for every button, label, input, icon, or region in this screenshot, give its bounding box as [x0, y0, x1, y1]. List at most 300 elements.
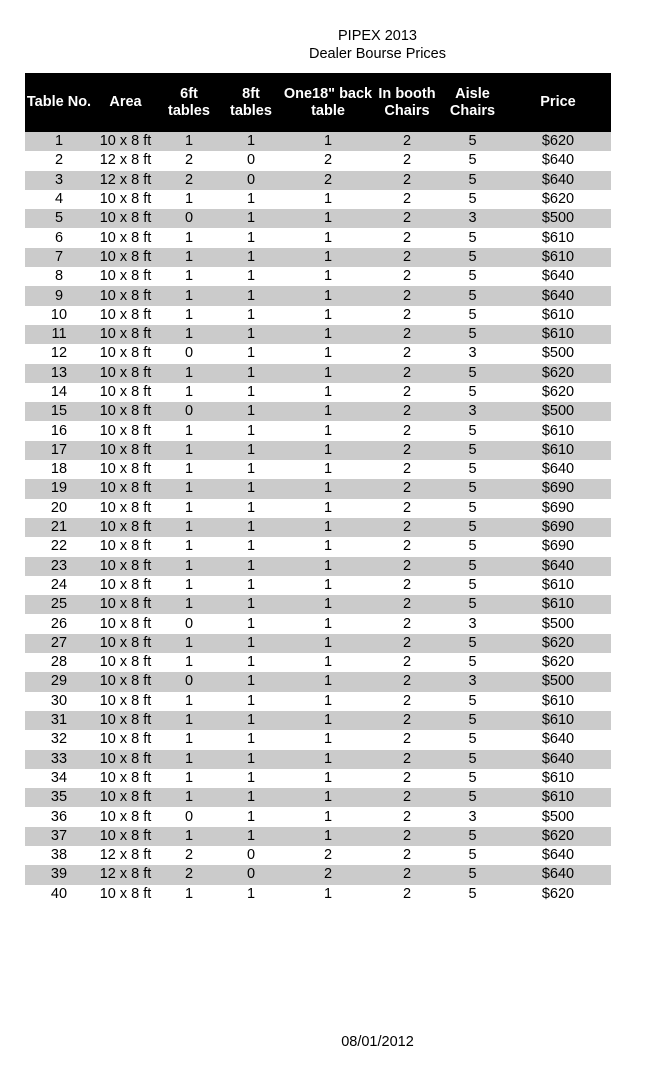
- cell-table-no: 10: [50, 306, 68, 323]
- cell-back-table: 1: [323, 191, 333, 208]
- cell-8ft-tables: 1: [246, 750, 256, 767]
- cell-table-no: 8: [54, 268, 64, 285]
- cell-booth-chairs: 2: [402, 422, 412, 439]
- document-subtitle: Dealer Bourse Prices: [309, 46, 446, 62]
- cell-6ft-tables: 1: [184, 750, 194, 767]
- cell-8ft-tables: 1: [246, 403, 256, 420]
- table-row: [25, 711, 611, 730]
- cell-6ft-tables: 1: [184, 191, 194, 208]
- cell-table-no: 34: [50, 769, 68, 786]
- cell-aisle-chairs: 5: [468, 712, 477, 729]
- cell-booth-chairs: 2: [402, 480, 412, 497]
- cell-price: $610: [541, 229, 575, 246]
- cell-6ft-tables: 1: [184, 789, 194, 806]
- cell-6ft-tables: 1: [184, 596, 194, 613]
- table-row: [25, 132, 611, 151]
- cell-price: $620: [541, 827, 575, 844]
- cell-price: $610: [541, 596, 575, 613]
- cell-8ft-tables: 0: [246, 866, 256, 883]
- cell-price: $620: [541, 364, 575, 381]
- cell-back-table: 1: [323, 654, 333, 671]
- cell-8ft-tables: 1: [246, 789, 256, 806]
- cell-6ft-tables: 1: [184, 248, 194, 265]
- cell-8ft-tables: 1: [246, 634, 256, 651]
- cell-back-table: 1: [323, 538, 333, 555]
- cell-booth-chairs: 2: [402, 229, 412, 246]
- cell-back-table: 1: [323, 480, 333, 497]
- cell-booth-chairs: 2: [402, 712, 412, 729]
- cell-table-no: 5: [54, 210, 64, 227]
- cell-booth-chairs: 2: [402, 808, 412, 825]
- cell-8ft-tables: 1: [246, 885, 256, 902]
- cell-8ft-tables: 1: [246, 654, 256, 671]
- cell-8ft-tables: 1: [246, 191, 256, 208]
- cell-aisle-chairs: 5: [468, 480, 477, 497]
- cell-area: 10 x 8 ft: [99, 403, 152, 420]
- cell-6ft-tables: 1: [184, 538, 194, 555]
- cell-aisle-chairs: 3: [468, 673, 477, 690]
- cell-booth-chairs: 2: [402, 210, 412, 227]
- cell-8ft-tables: 1: [246, 538, 256, 555]
- cell-8ft-tables: 1: [246, 345, 256, 362]
- table-body: [25, 132, 611, 904]
- cell-area: 10 x 8 ft: [99, 441, 152, 458]
- table-row: [25, 267, 611, 286]
- cell-6ft-tables: 1: [184, 480, 194, 497]
- cell-6ft-tables: 1: [184, 692, 194, 709]
- cell-booth-chairs: 2: [402, 731, 412, 748]
- cell-table-no: 25: [50, 596, 68, 613]
- cell-table-no: 35: [50, 789, 68, 806]
- cell-table-no: 13: [50, 364, 68, 381]
- cell-6ft-tables: 1: [184, 634, 194, 651]
- cell-8ft-tables: 1: [246, 268, 256, 285]
- cell-price: $610: [541, 692, 575, 709]
- cell-back-table: 1: [323, 885, 333, 902]
- cell-booth-chairs: 2: [402, 268, 412, 285]
- cell-8ft-tables: 1: [246, 384, 256, 400]
- cell-area: 10 x 8 ft: [99, 731, 152, 748]
- cell-aisle-chairs: 5: [468, 885, 477, 902]
- cell-booth-chairs: 2: [402, 673, 412, 690]
- cell-price: $690: [541, 499, 575, 516]
- cell-back-table: 2: [323, 847, 333, 864]
- cell-6ft-tables: 1: [184, 287, 194, 304]
- cell-table-no: 14: [50, 384, 68, 400]
- cell-back-table: 1: [323, 248, 333, 265]
- cell-aisle-chairs: 3: [468, 808, 477, 825]
- cell-back-table: 1: [323, 750, 333, 767]
- table-row: [25, 499, 611, 518]
- header-price: Price: [540, 94, 576, 110]
- table-row: [25, 807, 611, 826]
- cell-back-table: 1: [323, 133, 333, 150]
- cell-8ft-tables: 1: [246, 519, 256, 536]
- cell-6ft-tables: 0: [184, 673, 194, 690]
- cell-back-table: 1: [323, 634, 333, 651]
- table-row: [25, 364, 611, 383]
- cell-price: $640: [541, 287, 575, 304]
- cell-aisle-chairs: 5: [468, 789, 477, 806]
- cell-8ft-tables: 1: [246, 422, 256, 439]
- cell-aisle-chairs: 5: [468, 133, 477, 150]
- cell-back-table: 1: [323, 364, 333, 381]
- cell-aisle-chairs: 5: [468, 847, 477, 864]
- cell-8ft-tables: 1: [246, 557, 256, 574]
- cell-area: 10 x 8 ft: [99, 596, 152, 613]
- cell-6ft-tables: 1: [184, 519, 194, 536]
- cell-back-table: 1: [323, 596, 333, 613]
- table-row: [25, 692, 611, 711]
- cell-price: $500: [541, 403, 575, 420]
- cell-table-no: 3: [54, 171, 64, 188]
- cell-booth-chairs: 2: [402, 692, 412, 709]
- cell-area: 10 x 8 ft: [99, 268, 152, 285]
- table-row: [25, 479, 611, 498]
- cell-6ft-tables: 2: [184, 171, 194, 188]
- cell-price: $610: [541, 712, 575, 729]
- cell-area: 10 x 8 ft: [99, 461, 152, 478]
- cell-6ft-tables: 1: [184, 422, 194, 439]
- cell-booth-chairs: 2: [402, 557, 412, 574]
- cell-8ft-tables: 0: [246, 171, 256, 188]
- table-row: [25, 614, 611, 633]
- cell-area: 10 x 8 ft: [99, 248, 152, 265]
- cell-area: 10 x 8 ft: [99, 384, 152, 400]
- header-booth-chairs: In booth Chairs: [378, 85, 436, 119]
- table-header: [25, 73, 611, 132]
- cell-aisle-chairs: 3: [468, 615, 477, 632]
- table-row: [25, 672, 611, 691]
- cell-area: 10 x 8 ft: [99, 576, 152, 593]
- cell-price: $640: [541, 171, 575, 188]
- cell-price: $610: [541, 576, 575, 593]
- cell-8ft-tables: 1: [246, 596, 256, 613]
- cell-aisle-chairs: 5: [468, 326, 477, 343]
- cell-6ft-tables: 1: [184, 557, 194, 574]
- cell-8ft-tables: 1: [246, 287, 256, 304]
- cell-booth-chairs: 2: [402, 364, 412, 381]
- cell-6ft-tables: 1: [184, 885, 194, 902]
- cell-area: 10 x 8 ft: [99, 538, 152, 555]
- table-row: [25, 171, 611, 190]
- cell-aisle-chairs: 5: [468, 519, 477, 536]
- cell-8ft-tables: 1: [246, 499, 256, 516]
- cell-back-table: 1: [323, 345, 333, 362]
- cell-table-no: 9: [54, 287, 64, 304]
- cell-6ft-tables: 1: [184, 712, 194, 729]
- cell-booth-chairs: 2: [402, 847, 412, 864]
- cell-6ft-tables: 1: [184, 384, 194, 400]
- cell-aisle-chairs: 5: [468, 306, 477, 323]
- cell-6ft-tables: 1: [184, 229, 194, 246]
- cell-8ft-tables: 1: [246, 461, 256, 478]
- cell-aisle-chairs: 5: [468, 364, 477, 381]
- table-row: [25, 248, 611, 267]
- cell-aisle-chairs: 5: [468, 461, 477, 478]
- cell-price: $620: [541, 634, 575, 651]
- cell-price: $640: [541, 461, 575, 478]
- cell-back-table: 1: [323, 789, 333, 806]
- cell-back-table: 1: [323, 673, 333, 690]
- cell-back-table: 1: [323, 519, 333, 536]
- cell-booth-chairs: 2: [402, 248, 412, 265]
- cell-8ft-tables: 1: [246, 673, 256, 690]
- cell-area: 10 x 8 ft: [99, 364, 152, 381]
- cell-aisle-chairs: 5: [468, 191, 477, 208]
- cell-aisle-chairs: 3: [468, 210, 477, 227]
- cell-price: $690: [541, 519, 575, 536]
- cell-price: $610: [541, 326, 575, 343]
- cell-area: 10 x 8 ft: [99, 789, 152, 806]
- cell-back-table: 2: [323, 866, 333, 883]
- cell-table-no: 15: [50, 403, 68, 420]
- cell-area: 10 x 8 ft: [99, 885, 152, 902]
- cell-6ft-tables: 1: [184, 268, 194, 285]
- cell-area: 10 x 8 ft: [99, 210, 152, 227]
- cell-area: 10 x 8 ft: [99, 712, 152, 729]
- cell-area: 10 x 8 ft: [99, 287, 152, 304]
- cell-6ft-tables: 1: [184, 461, 194, 478]
- cell-aisle-chairs: 5: [468, 750, 477, 767]
- table-row: [25, 344, 611, 363]
- cell-price: $690: [541, 480, 575, 497]
- cell-table-no: 4: [54, 191, 64, 208]
- table-row: [25, 209, 611, 228]
- cell-price: $610: [541, 789, 575, 806]
- table-row: [25, 885, 611, 904]
- cell-aisle-chairs: 5: [468, 441, 477, 458]
- cell-table-no: 21: [50, 519, 68, 536]
- table-row: [25, 228, 611, 247]
- cell-booth-chairs: 2: [402, 769, 412, 786]
- cell-booth-chairs: 2: [402, 576, 412, 593]
- table-row: [25, 441, 611, 460]
- cell-aisle-chairs: 5: [468, 229, 477, 246]
- cell-area: 10 x 8 ft: [99, 519, 152, 536]
- cell-price: $640: [541, 731, 575, 748]
- header-6ft-tables: 6ft tables: [168, 85, 210, 119]
- cell-back-table: 1: [323, 827, 333, 844]
- cell-area: 10 x 8 ft: [99, 345, 152, 362]
- footer-date: 08/01/2012: [341, 1034, 414, 1050]
- cell-aisle-chairs: 5: [468, 731, 477, 748]
- cell-6ft-tables: 2: [184, 152, 194, 169]
- table-row: [25, 460, 611, 479]
- cell-table-no: 28: [50, 654, 68, 671]
- header-back-table: One18" back table: [283, 85, 373, 119]
- table-row: [25, 634, 611, 653]
- cell-6ft-tables: 0: [184, 210, 194, 227]
- cell-table-no: 18: [50, 461, 68, 478]
- cell-table-no: 40: [50, 885, 68, 902]
- cell-booth-chairs: 2: [402, 885, 412, 902]
- cell-price: $620: [541, 191, 575, 208]
- cell-table-no: 2: [54, 152, 64, 169]
- cell-8ft-tables: 1: [246, 133, 256, 150]
- cell-booth-chairs: 2: [402, 152, 412, 169]
- cell-price: $610: [541, 769, 575, 786]
- cell-table-no: 29: [50, 673, 68, 690]
- cell-8ft-tables: 1: [246, 364, 256, 381]
- cell-back-table: 1: [323, 576, 333, 593]
- cell-area: 12 x 8 ft: [99, 152, 152, 169]
- table-row: [25, 595, 611, 614]
- cell-area: 10 x 8 ft: [99, 750, 152, 767]
- cell-booth-chairs: 2: [402, 384, 412, 400]
- cell-aisle-chairs: 5: [468, 287, 477, 304]
- cell-8ft-tables: 1: [246, 576, 256, 593]
- cell-8ft-tables: 0: [246, 152, 256, 169]
- cell-6ft-tables: 1: [184, 576, 194, 593]
- cell-8ft-tables: 1: [246, 248, 256, 265]
- table-row: [25, 846, 611, 865]
- cell-aisle-chairs: 5: [468, 769, 477, 786]
- cell-6ft-tables: 1: [184, 499, 194, 516]
- cell-area: 10 x 8 ft: [99, 808, 152, 825]
- cell-8ft-tables: 1: [246, 306, 256, 323]
- cell-booth-chairs: 2: [402, 191, 412, 208]
- table-row: [25, 518, 611, 537]
- cell-6ft-tables: 1: [184, 306, 194, 323]
- cell-booth-chairs: 2: [402, 519, 412, 536]
- table-row: [25, 730, 611, 749]
- cell-table-no: 16: [50, 422, 68, 439]
- cell-back-table: 1: [323, 712, 333, 729]
- cell-table-no: 26: [50, 615, 68, 632]
- cell-6ft-tables: 1: [184, 827, 194, 844]
- cell-area: 10 x 8 ft: [99, 499, 152, 516]
- cell-aisle-chairs: 3: [468, 345, 477, 362]
- table-row: [25, 190, 611, 209]
- cell-price: $500: [541, 615, 575, 632]
- cell-back-table: 2: [323, 171, 333, 188]
- cell-6ft-tables: 1: [184, 654, 194, 671]
- cell-booth-chairs: 2: [402, 750, 412, 767]
- cell-6ft-tables: 2: [184, 847, 194, 864]
- cell-price: $500: [541, 673, 575, 690]
- cell-table-no: 27: [50, 634, 68, 651]
- cell-table-no: 39: [50, 866, 68, 883]
- cell-booth-chairs: 2: [402, 403, 412, 420]
- cell-8ft-tables: 1: [246, 480, 256, 497]
- cell-table-no: 37: [50, 827, 68, 844]
- cell-table-no: 12: [50, 345, 68, 362]
- cell-area: 10 x 8 ft: [99, 326, 152, 343]
- header-table-no: Table No.: [26, 94, 92, 110]
- cell-8ft-tables: 1: [246, 808, 256, 825]
- table-row: [25, 402, 611, 421]
- cell-booth-chairs: 2: [402, 615, 412, 632]
- cell-table-no: 24: [50, 576, 68, 593]
- cell-6ft-tables: 2: [184, 866, 194, 883]
- cell-price: $620: [541, 885, 575, 902]
- document-header: [0, 27, 650, 63]
- cell-booth-chairs: 2: [402, 634, 412, 651]
- header-row: [25, 73, 611, 132]
- cell-price: $640: [541, 557, 575, 574]
- table-row: [25, 750, 611, 769]
- cell-aisle-chairs: 5: [468, 866, 477, 883]
- table-row: [25, 576, 611, 595]
- cell-aisle-chairs: 5: [468, 268, 477, 285]
- cell-price: $690: [541, 538, 575, 555]
- cell-back-table: 1: [323, 769, 333, 786]
- cell-back-table: 1: [323, 229, 333, 246]
- cell-table-no: 32: [50, 731, 68, 748]
- cell-back-table: 2: [323, 152, 333, 169]
- cell-area: 12 x 8 ft: [99, 847, 152, 864]
- cell-back-table: 1: [323, 210, 333, 227]
- cell-table-no: 17: [50, 441, 68, 458]
- cell-area: 12 x 8 ft: [99, 171, 152, 188]
- cell-aisle-chairs: 5: [468, 634, 477, 651]
- cell-back-table: 1: [323, 268, 333, 285]
- cell-area: 10 x 8 ft: [99, 692, 152, 709]
- cell-back-table: 1: [323, 306, 333, 323]
- table-row: [25, 421, 611, 440]
- cell-booth-chairs: 2: [402, 827, 412, 844]
- cell-area: 10 x 8 ft: [99, 634, 152, 651]
- table-row: [25, 788, 611, 807]
- cell-aisle-chairs: 5: [468, 654, 477, 671]
- cell-8ft-tables: 1: [246, 827, 256, 844]
- cell-table-no: 31: [50, 712, 68, 729]
- cell-8ft-tables: 1: [246, 441, 256, 458]
- table-row: [25, 383, 611, 402]
- cell-aisle-chairs: 3: [468, 403, 477, 420]
- cell-price: $620: [541, 384, 575, 400]
- cell-booth-chairs: 2: [402, 538, 412, 555]
- cell-price: $640: [541, 750, 575, 767]
- cell-table-no: 20: [50, 499, 68, 516]
- cell-area: 10 x 8 ft: [99, 306, 152, 323]
- table-row: [25, 769, 611, 788]
- cell-8ft-tables: 1: [246, 692, 256, 709]
- cell-back-table: 1: [323, 557, 333, 574]
- cell-8ft-tables: 0: [246, 847, 256, 864]
- cell-price: $610: [541, 422, 575, 439]
- cell-back-table: 1: [323, 403, 333, 420]
- cell-table-no: 6: [54, 229, 64, 246]
- cell-6ft-tables: 0: [184, 345, 194, 362]
- table-row: [25, 286, 611, 305]
- cell-price: $500: [541, 808, 575, 825]
- cell-area: 10 x 8 ft: [99, 133, 152, 150]
- cell-aisle-chairs: 5: [468, 248, 477, 265]
- cell-price: $610: [541, 441, 575, 458]
- cell-booth-chairs: 2: [402, 287, 412, 304]
- cell-back-table: 1: [323, 692, 333, 709]
- cell-booth-chairs: 2: [402, 789, 412, 806]
- cell-table-no: 23: [50, 557, 68, 574]
- header-8ft-tables: 8ft tables: [230, 85, 272, 119]
- cell-aisle-chairs: 5: [468, 596, 477, 613]
- cell-price: $640: [541, 268, 575, 285]
- table-row: [25, 557, 611, 576]
- cell-area: 10 x 8 ft: [99, 480, 152, 497]
- cell-price: $610: [541, 248, 575, 265]
- cell-price: $620: [541, 654, 575, 671]
- cell-booth-chairs: 2: [402, 654, 412, 671]
- cell-back-table: 1: [323, 461, 333, 478]
- cell-table-no: 36: [50, 808, 68, 825]
- prices-table: [25, 73, 611, 904]
- cell-area: 10 x 8 ft: [99, 557, 152, 574]
- cell-aisle-chairs: 5: [468, 557, 477, 574]
- cell-back-table: 1: [323, 615, 333, 632]
- cell-8ft-tables: 1: [246, 326, 256, 343]
